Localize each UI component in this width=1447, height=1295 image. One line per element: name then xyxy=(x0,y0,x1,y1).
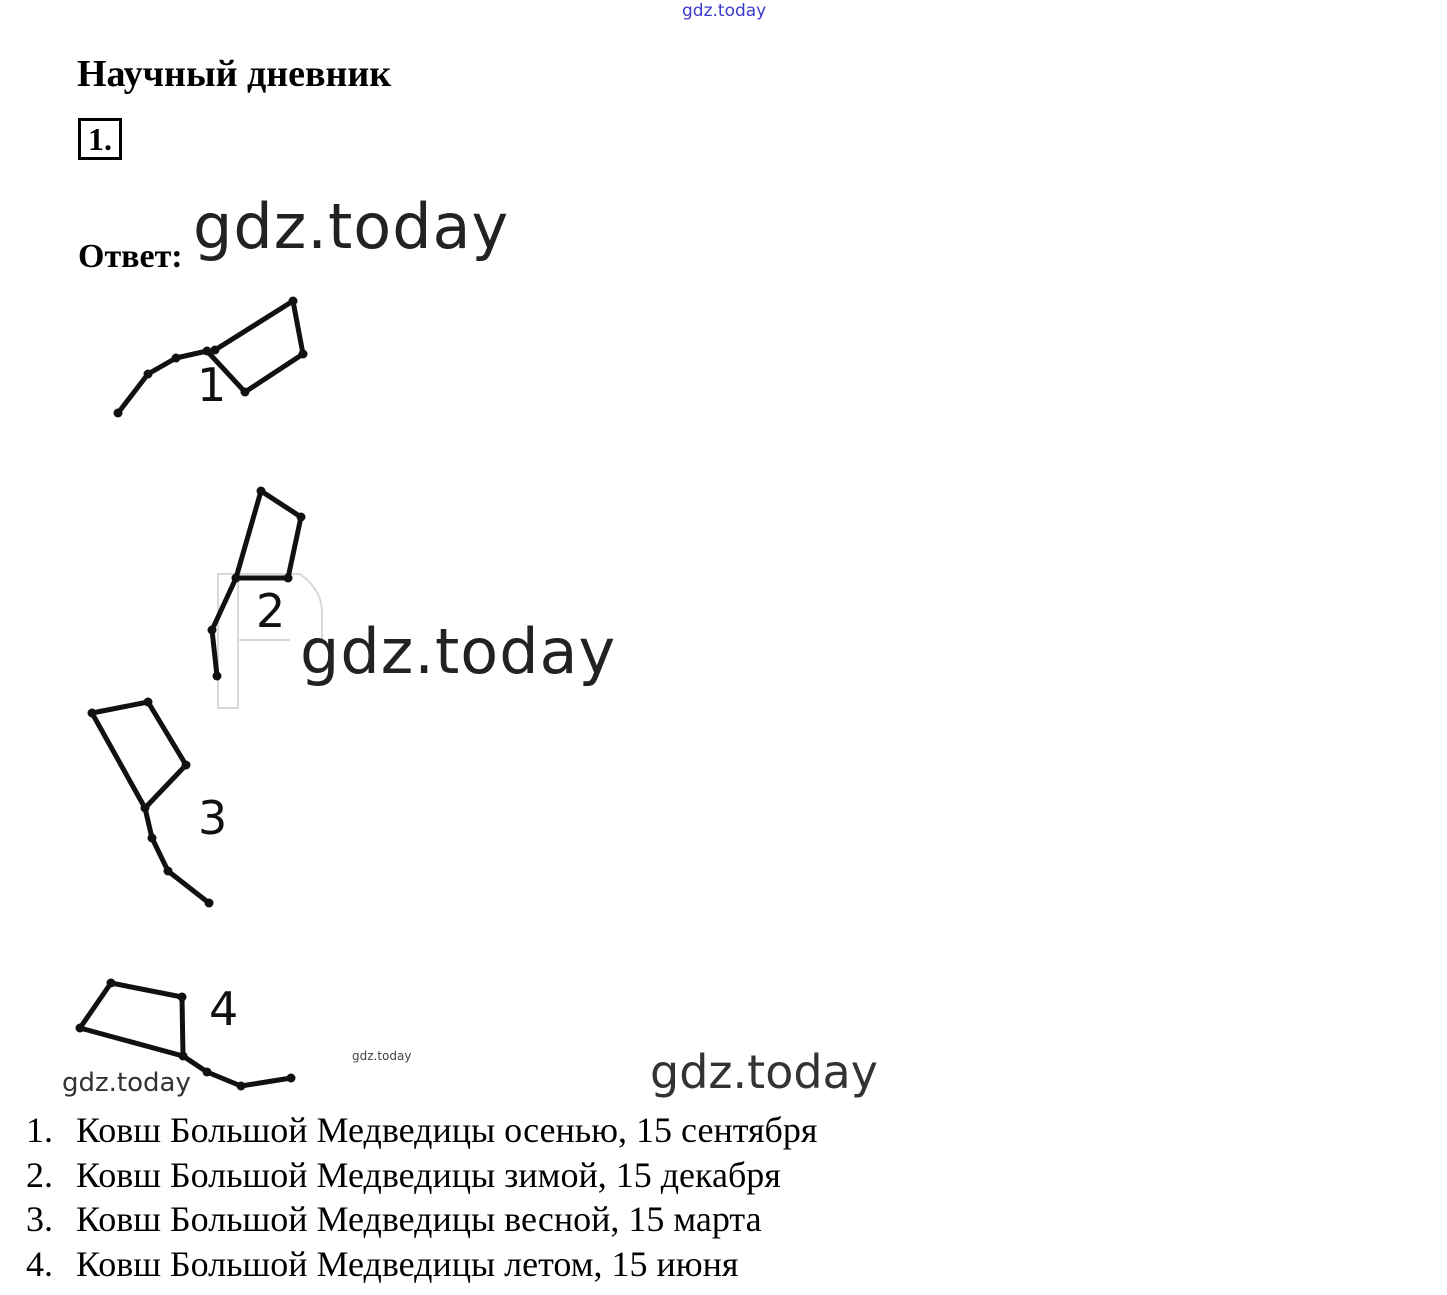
figure-label-1: 1 xyxy=(197,358,227,412)
watermark-tiny: gdz.today xyxy=(352,1049,412,1063)
legend-item xyxy=(26,1197,817,1242)
figure-label-4: 4 xyxy=(209,982,239,1036)
page-title: Научный дневник xyxy=(77,53,392,95)
answer-label: Ответ: xyxy=(78,238,183,275)
legend-item-number: 3. xyxy=(26,1199,53,1239)
legend-item-number: 2. xyxy=(26,1154,53,1195)
legend-item-number: 1. xyxy=(26,1110,53,1150)
watermark-large-3: gdz.today xyxy=(650,1045,878,1099)
legend-item xyxy=(26,1242,817,1287)
legend-item-text: Ковш Большой Медведицы весной, 15 марта xyxy=(76,1199,762,1239)
legend-list xyxy=(26,1108,817,1286)
dipper-figure-3 xyxy=(92,702,209,903)
watermark-large-1: gdz.today xyxy=(193,190,510,263)
legend-item-text: Ковш Большой Медведицы осенью, 15 сентября xyxy=(76,1110,818,1150)
legend-item xyxy=(26,1108,817,1153)
figure-label-3: 3 xyxy=(198,791,228,845)
legend-item xyxy=(26,1153,817,1198)
legend-item-text: Ковш Большой Медведицы зимой, 15 декабря xyxy=(76,1154,781,1195)
watermark-large-2: gdz.today xyxy=(300,615,617,688)
figure-label-2: 2 xyxy=(256,584,286,638)
watermark-top: gdz.today xyxy=(682,1,767,21)
task-number-box: 1. xyxy=(78,118,122,160)
legend-item-number: 4. xyxy=(26,1243,53,1284)
legend-item-text: Ковш Большой Медведицы летом, 15 июня xyxy=(76,1243,739,1284)
watermark-small-1: gdz.today xyxy=(62,1068,191,1098)
